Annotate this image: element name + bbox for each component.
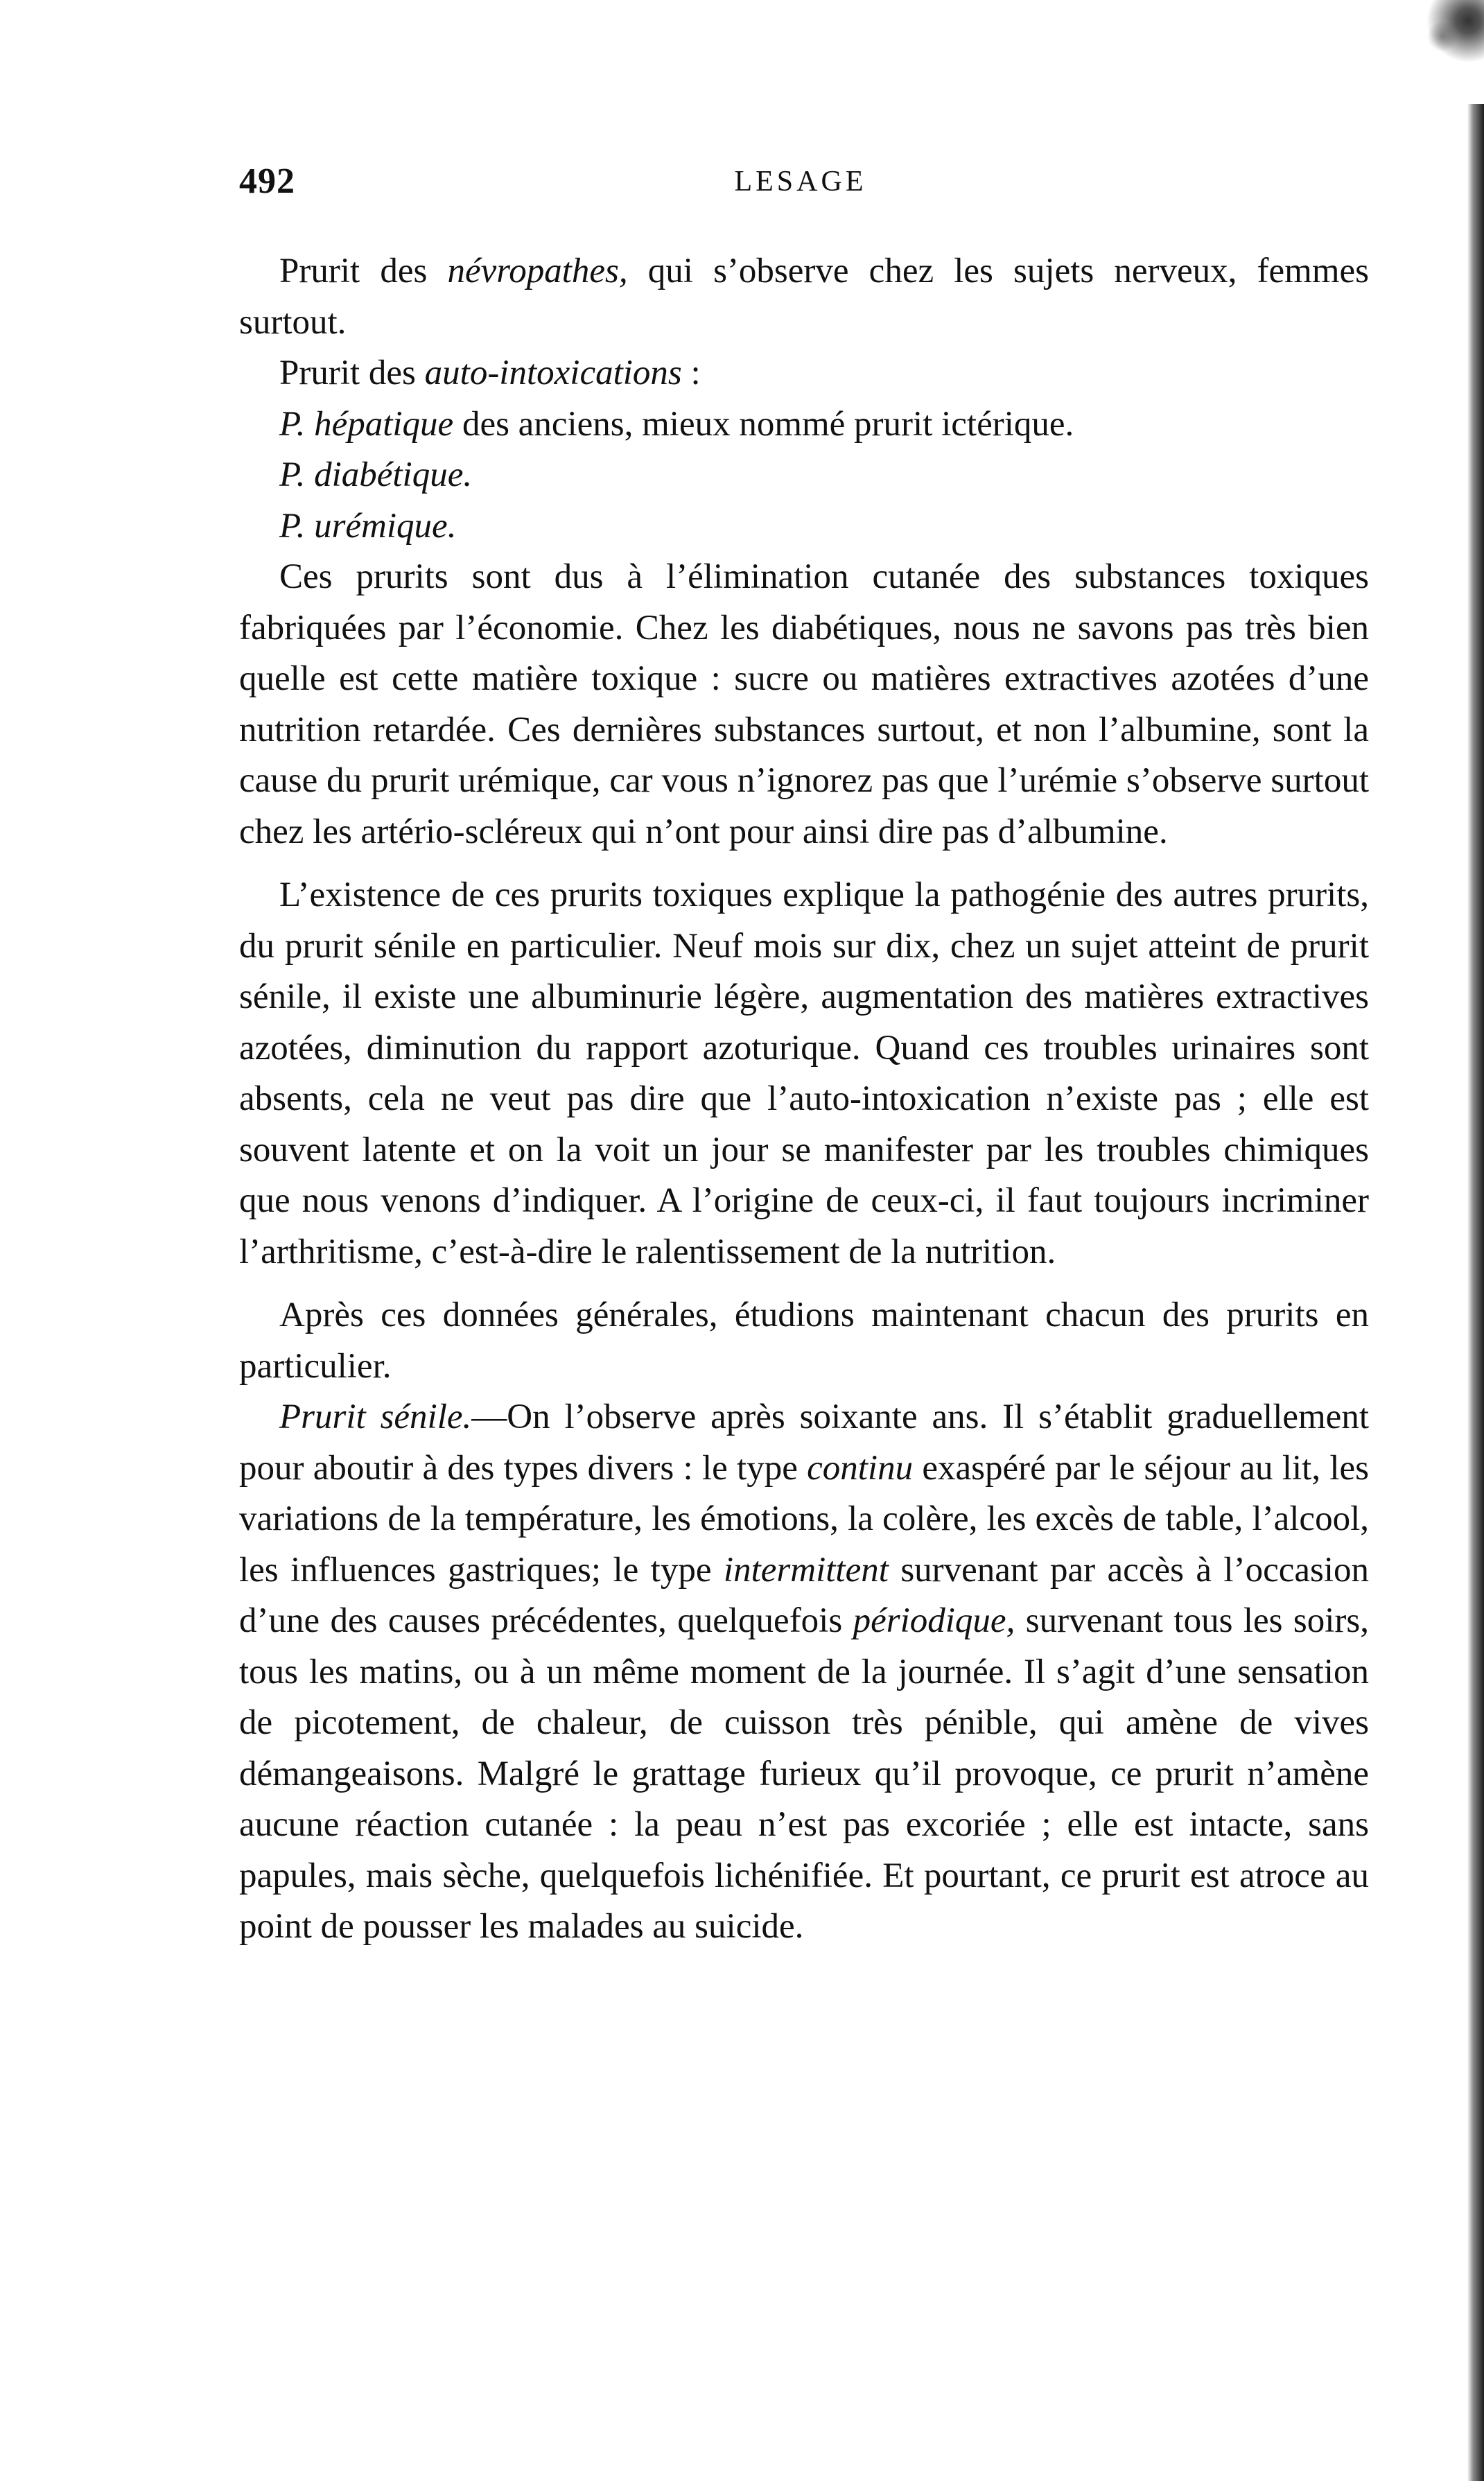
- body-text: [239, 246, 1369, 1953]
- page-number: 492: [239, 162, 295, 201]
- running-head: [239, 161, 1362, 209]
- paragraph-prurit-nevropathes: Prurit des névropathes, qui s’observe chez les sujets nerveux, femmes surtout.: [239, 252, 1369, 342]
- paragraph-prurit-auto-intoxications: Prurit des auto-intoxications :: [279, 354, 701, 392]
- list-item-diabetique: P. diabétique.: [279, 455, 473, 494]
- list-item-hepatique: P. hépatique des anciens, mieux nommé prurit ictérique.: [279, 404, 1074, 444]
- list-item-uremique: P. urémique.: [279, 506, 457, 546]
- scan-artifact: [1380, 0, 1484, 104]
- paragraph-prurit-senile: Prurit sénile.—On l’observe après soixante ans. Il s’établit graduellement pour aboutir à des types divers : le type continu exaspéré par le séjour au lit, les variations de la température, les émotions, la colère, les excès de table, l’alcool, les influences gastriques; le type intermittent survenant par accès à l’occasion d’une des causes précédentes, quelquefois périodique, survenant tous les soirs, tous les matins, ou à un même moment de la journée. Il s’agit d’une sensation de picotement, de chaleur, de cuisson très pénible, qui amène de vives démangeaisons. Malgré le grattage furieux qu’il provoque, ce prurit n’amène aucune réaction cutanée : la peau n’est pas excoriée ; elle est intacte, sans papules, mais sèche, quelquefois lichénifiée. Et pourtant, ce prurit est atroce au point de pousser les malades au suicide.: [239, 1398, 1369, 1946]
- running-title: LESAGE: [734, 166, 867, 198]
- paragraph-existence: L’existence de ces prurits toxiques explique la pathogénie des autres prurits, du prurit sénile en particulier. Neuf mois sur dix, chez un sujet atteint de prurit sénile, il existe une albuminurie légère, augmentation des matières extractives azotées, diminution du rapport azoturique. Quand ces troubles urinaires sont absents, cela ne veut pas dire que l’auto-intoxication n’existe pas ; elle est souvent latente et on la voit un jour se manifester par les troubles chimiques que nous venons d’indiquer. A l’origine de ceux-ci, il faut toujours incriminer l’arthritisme, c’est-à-dire le ralentissement de la nutrition.: [239, 876, 1369, 1271]
- paragraph-elimination: Ces prurits sont dus à l’élimination cutanée des substances toxiques fabriquées par l’économie. Chez les diabétiques, nous ne savons pas très bien quelle est cette matière toxique : sucre ou matières extractives azotées d’une nutrition retardée. Ces dernières substances surtout, et non l’albumine, sont la cause du prurit urémique, car vous n’ignorez pas que l’urémie s’observe surtout chez les artério-scléreux qui n’ont pour ainsi dire pas d’albumine.: [239, 557, 1369, 851]
- page-edge-shadow: [1467, 104, 1484, 2481]
- paragraph-donnees-generales: Après ces données générales, étudions maintenant chacun des prurits en particulier.: [239, 1296, 1369, 1386]
